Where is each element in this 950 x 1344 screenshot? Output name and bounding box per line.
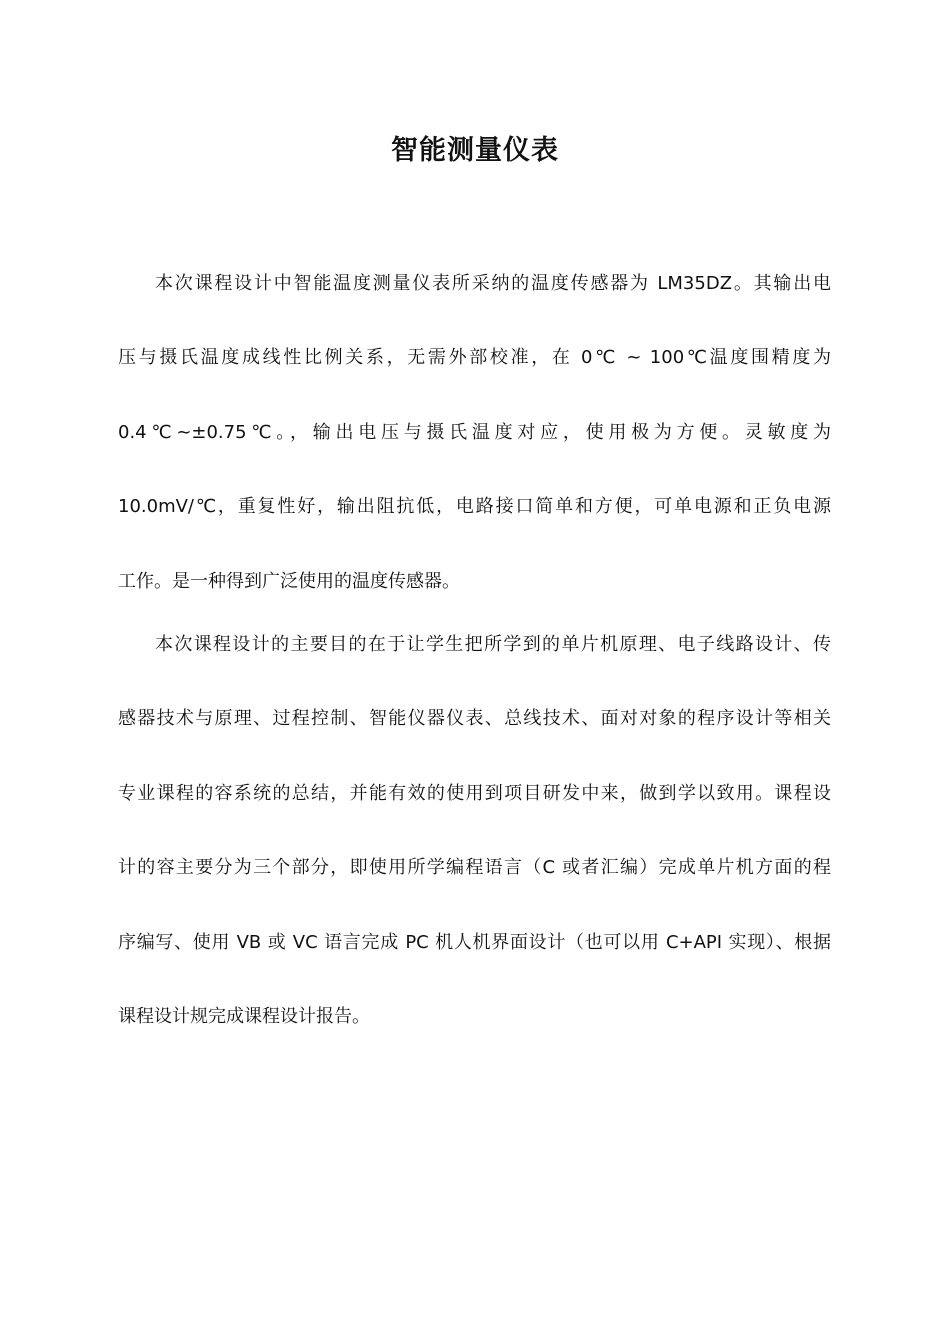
- paragraph-line: 本次课程设计的主要目的在于让学生把所学到的单片机原理、电子线路设计、传: [155, 634, 831, 655]
- paragraph-line: 序编写、使用 VB 或 VC 语言完成 PC 机人机界面设计（也可以用 C+API 实现）、根据: [118, 932, 831, 953]
- document-title: 智能测量仪表: [391, 135, 559, 166]
- paragraph-line: 0.4℃~±0.75℃。，输出电压与摄氏温度对应，使用极为方便。灵敏度为: [118, 422, 831, 443]
- paragraph-line: 压与摄氏温度成线性比例关系，无需外部校准，在 0℃ ~ 100℃温度围精度为: [118, 347, 831, 368]
- paragraph-line: 课程设计规完成课程设计报告。: [118, 1006, 370, 1027]
- paragraph-line: 10.0mV/℃，重复性好，输出阻抗低，电路接口简单和方便，可单电源和正负电源: [118, 496, 831, 517]
- paragraph-line: 专业课程的容系统的总结，并能有效的使用到项目研发中来，做到学以致用。课程设: [118, 783, 831, 804]
- paragraph-line: 感器技术与原理、过程控制、智能仪器仪表、总线技术、面对对象的程序设计等相关: [118, 708, 831, 729]
- paragraph-line: 工作。是一种得到广泛使用的温度传感器。: [118, 571, 460, 592]
- paragraph-line: 计的容主要分为三个部分，即使用所学编程语言（C 或者汇编）完成单片机方面的程: [118, 857, 831, 878]
- paragraph-line: 本次课程设计中智能温度测量仪表所采纳的温度传感器为 LM35DZ。其输出电: [155, 273, 831, 294]
